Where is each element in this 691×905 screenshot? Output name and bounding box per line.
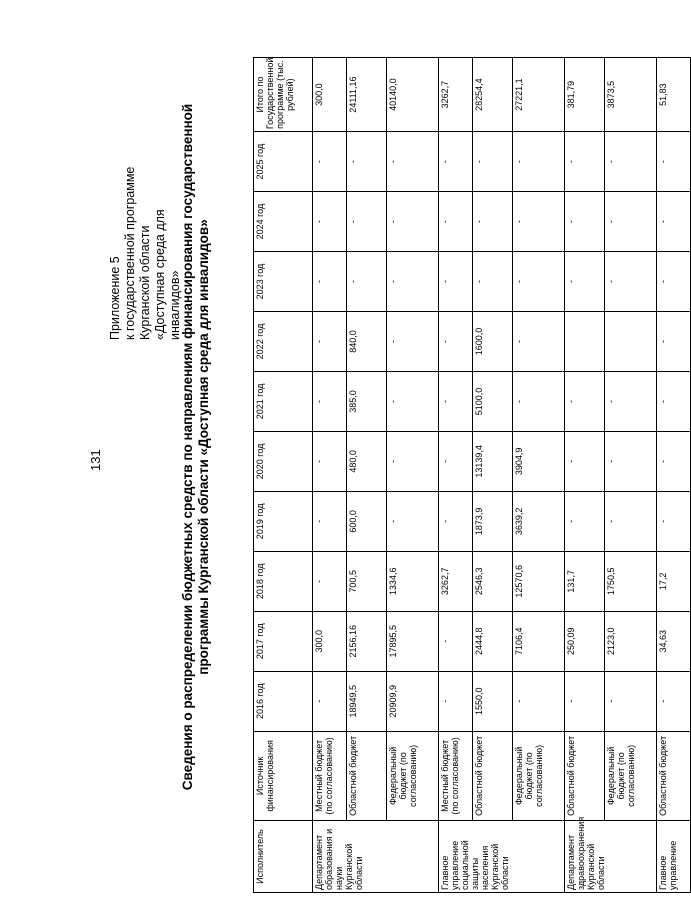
header-2016: 2016 год bbox=[254, 671, 313, 731]
header-2025: 2025 год bbox=[254, 132, 313, 192]
total-cell: 40140,0 bbox=[387, 58, 439, 132]
value-cell: - bbox=[605, 431, 657, 491]
total-cell: 24111,16 bbox=[347, 58, 387, 132]
value-cell: 385,0 bbox=[347, 371, 387, 431]
header-2020: 2020 год bbox=[254, 431, 313, 491]
value-cell: 34,63 bbox=[657, 611, 691, 671]
total-cell: 27221,1 bbox=[513, 58, 565, 132]
value-cell: - bbox=[313, 671, 347, 731]
value-cell: - bbox=[513, 192, 565, 252]
value-cell: - bbox=[473, 132, 513, 192]
value-cell: - bbox=[657, 491, 691, 551]
value-cell: 5100,0 bbox=[473, 371, 513, 431]
title-line-1: Сведения о распределении бюджетных средств по направлениям финансирования государственной bbox=[180, 103, 195, 791]
value-cell: - bbox=[313, 132, 347, 192]
header-source: Источник финансирования bbox=[254, 731, 313, 820]
value-cell: - bbox=[439, 192, 473, 252]
appendix-note bbox=[108, 100, 183, 340]
value-cell: - bbox=[439, 431, 473, 491]
total-cell: 381,79 bbox=[565, 58, 605, 132]
value-cell: 20909,9 bbox=[387, 671, 439, 731]
total-cell: 3262,7 bbox=[439, 58, 473, 132]
header-2017: 2017 год bbox=[254, 611, 313, 671]
value-cell: - bbox=[387, 252, 439, 312]
value-cell: 13139,4 bbox=[473, 431, 513, 491]
value-cell: - bbox=[605, 671, 657, 731]
source-cell: Областной бюджет bbox=[565, 731, 605, 820]
value-cell: 1550,0 bbox=[473, 671, 513, 731]
value-cell: - bbox=[387, 192, 439, 252]
value-cell: - bbox=[605, 192, 657, 252]
total-cell: 300,0 bbox=[313, 58, 347, 132]
value-cell: 840,0 bbox=[347, 312, 387, 372]
value-cell: 1750,5 bbox=[605, 551, 657, 611]
header-executor: Исполнитель bbox=[254, 821, 313, 893]
value-cell: - bbox=[657, 312, 691, 372]
value-cell: 3904,9 bbox=[513, 431, 565, 491]
value-cell: 3262,7 bbox=[439, 551, 473, 611]
table-row bbox=[605, 58, 657, 893]
value-cell: - bbox=[657, 192, 691, 252]
value-cell: - bbox=[513, 671, 565, 731]
value-cell: - bbox=[473, 192, 513, 252]
header-2024: 2024 год bbox=[254, 192, 313, 252]
appendix-line: инвалидов» bbox=[168, 270, 182, 340]
value-cell bbox=[565, 312, 605, 372]
value-cell: - bbox=[605, 132, 657, 192]
value-cell: 2546,3 bbox=[473, 551, 513, 611]
value-cell: 1600,0 bbox=[473, 312, 513, 372]
value-cell: - bbox=[347, 132, 387, 192]
page-number: 131 bbox=[88, 449, 103, 471]
value-cell: - bbox=[387, 371, 439, 431]
table-row bbox=[387, 58, 439, 893]
appendix-line: Курганской области bbox=[138, 225, 152, 340]
source-cell: Местный бюджет (по согласованию) bbox=[439, 731, 473, 820]
value-cell: - bbox=[513, 252, 565, 312]
value-cell: 17895,5 bbox=[387, 611, 439, 671]
source-cell: Областной бюджет bbox=[473, 731, 513, 820]
value-cell: - bbox=[565, 192, 605, 252]
value-cell: - bbox=[313, 252, 347, 312]
value-cell: 18949,5 bbox=[347, 671, 387, 731]
value-cell: - bbox=[313, 491, 347, 551]
table-row bbox=[473, 58, 513, 893]
value-cell: - bbox=[605, 491, 657, 551]
value-cell: - bbox=[565, 431, 605, 491]
total-cell: 28254,4 bbox=[473, 58, 513, 132]
executor-cell: Главное управление bbox=[657, 821, 691, 893]
financing-table bbox=[253, 57, 691, 893]
header-2019: 2019 год bbox=[254, 491, 313, 551]
value-cell: - bbox=[439, 611, 473, 671]
value-cell: 2444,8 bbox=[473, 611, 513, 671]
value-cell: - bbox=[313, 371, 347, 431]
value-cell: 480,0 bbox=[347, 431, 387, 491]
header-total: Итого по Государственной программе (тыс. рублей) bbox=[254, 58, 313, 132]
header-2018: 2018 год bbox=[254, 551, 313, 611]
value-cell: - bbox=[439, 252, 473, 312]
value-cell: 300,0 bbox=[313, 611, 347, 671]
value-cell: 600,0 bbox=[347, 491, 387, 551]
value-cell: 12570,6 bbox=[513, 551, 565, 611]
value-cell: - bbox=[387, 491, 439, 551]
value-cell: - bbox=[657, 132, 691, 192]
title-line-2: программы Курганской области «Доступная среда для инвалидов» bbox=[196, 219, 211, 675]
value-cell: - bbox=[439, 312, 473, 372]
value-cell: 2156,16 bbox=[347, 611, 387, 671]
value-cell: - bbox=[657, 671, 691, 731]
value-cell: - bbox=[313, 312, 347, 372]
value-cell: 700,5 bbox=[347, 551, 387, 611]
value-cell: - bbox=[657, 431, 691, 491]
document-title bbox=[180, 97, 212, 797]
value-cell: - bbox=[605, 252, 657, 312]
value-cell: - bbox=[565, 132, 605, 192]
value-cell: - bbox=[347, 192, 387, 252]
source-cell: Местный бюджет (по согласованию) bbox=[313, 731, 347, 820]
source-cell: Областной бюджет bbox=[347, 731, 387, 820]
table-row bbox=[565, 58, 605, 893]
executor-cell: Главное управление социальной защиты населения Курганской области bbox=[439, 821, 565, 893]
header-2023: 2023 год bbox=[254, 252, 313, 312]
table-row bbox=[513, 58, 565, 893]
total-cell: 51,83 bbox=[657, 58, 691, 132]
value-cell: 2123,0 bbox=[605, 611, 657, 671]
value-cell: 1334,6 bbox=[387, 551, 439, 611]
value-cell: - bbox=[313, 192, 347, 252]
value-cell: - bbox=[657, 371, 691, 431]
value-cell: - bbox=[565, 371, 605, 431]
header-2022: 2022 год bbox=[254, 312, 313, 372]
value-cell: - bbox=[387, 431, 439, 491]
total-cell: 3873,5 bbox=[605, 58, 657, 132]
source-cell: Федеральный бюджет (по согласованию) bbox=[605, 731, 657, 820]
table-row bbox=[347, 58, 387, 893]
value-cell: - bbox=[605, 371, 657, 431]
value-cell bbox=[605, 312, 657, 372]
source-cell: Федеральный бюджет (по согласованию) bbox=[387, 731, 439, 820]
appendix-line: «Доступная среда для bbox=[153, 209, 167, 340]
value-cell: 7106,4 bbox=[513, 611, 565, 671]
value-cell: - bbox=[387, 312, 439, 372]
value-cell: - bbox=[513, 371, 565, 431]
value-cell: - bbox=[347, 252, 387, 312]
executor-cell: Департамент образования и науки Курганской области bbox=[313, 821, 439, 893]
value-cell: 131,7 bbox=[565, 551, 605, 611]
value-cell: 1873,9 bbox=[473, 491, 513, 551]
header-2021: 2021 год bbox=[254, 371, 313, 431]
header-row bbox=[254, 58, 313, 893]
table-body bbox=[313, 58, 691, 893]
value-cell: - bbox=[513, 132, 565, 192]
value-cell: - bbox=[565, 491, 605, 551]
value-cell: - bbox=[387, 132, 439, 192]
table-row bbox=[439, 58, 473, 893]
value-cell: - bbox=[313, 551, 347, 611]
value-cell: 17,2 bbox=[657, 551, 691, 611]
value-cell: - bbox=[313, 431, 347, 491]
value-cell: - bbox=[439, 132, 473, 192]
value-cell: - bbox=[439, 671, 473, 731]
value-cell: - bbox=[473, 252, 513, 312]
value-cell: 3639,2 bbox=[513, 491, 565, 551]
value-cell: - bbox=[439, 491, 473, 551]
appendix-line: Приложение 5 bbox=[108, 256, 122, 340]
value-cell: - bbox=[513, 312, 565, 372]
table-row bbox=[657, 58, 691, 893]
source-cell: Федеральный бюджет (по согласованию) bbox=[513, 731, 565, 820]
value-cell: 250,09 bbox=[565, 611, 605, 671]
appendix-line: к государственной программе bbox=[123, 166, 137, 340]
value-cell: - bbox=[657, 252, 691, 312]
source-cell: Областной бюджет bbox=[657, 731, 691, 820]
value-cell: - bbox=[439, 371, 473, 431]
executor-cell: Департамент здравоохранения Курганской области bbox=[565, 821, 657, 893]
value-cell: - bbox=[565, 671, 605, 731]
value-cell: - bbox=[565, 252, 605, 312]
table-row bbox=[313, 58, 347, 893]
